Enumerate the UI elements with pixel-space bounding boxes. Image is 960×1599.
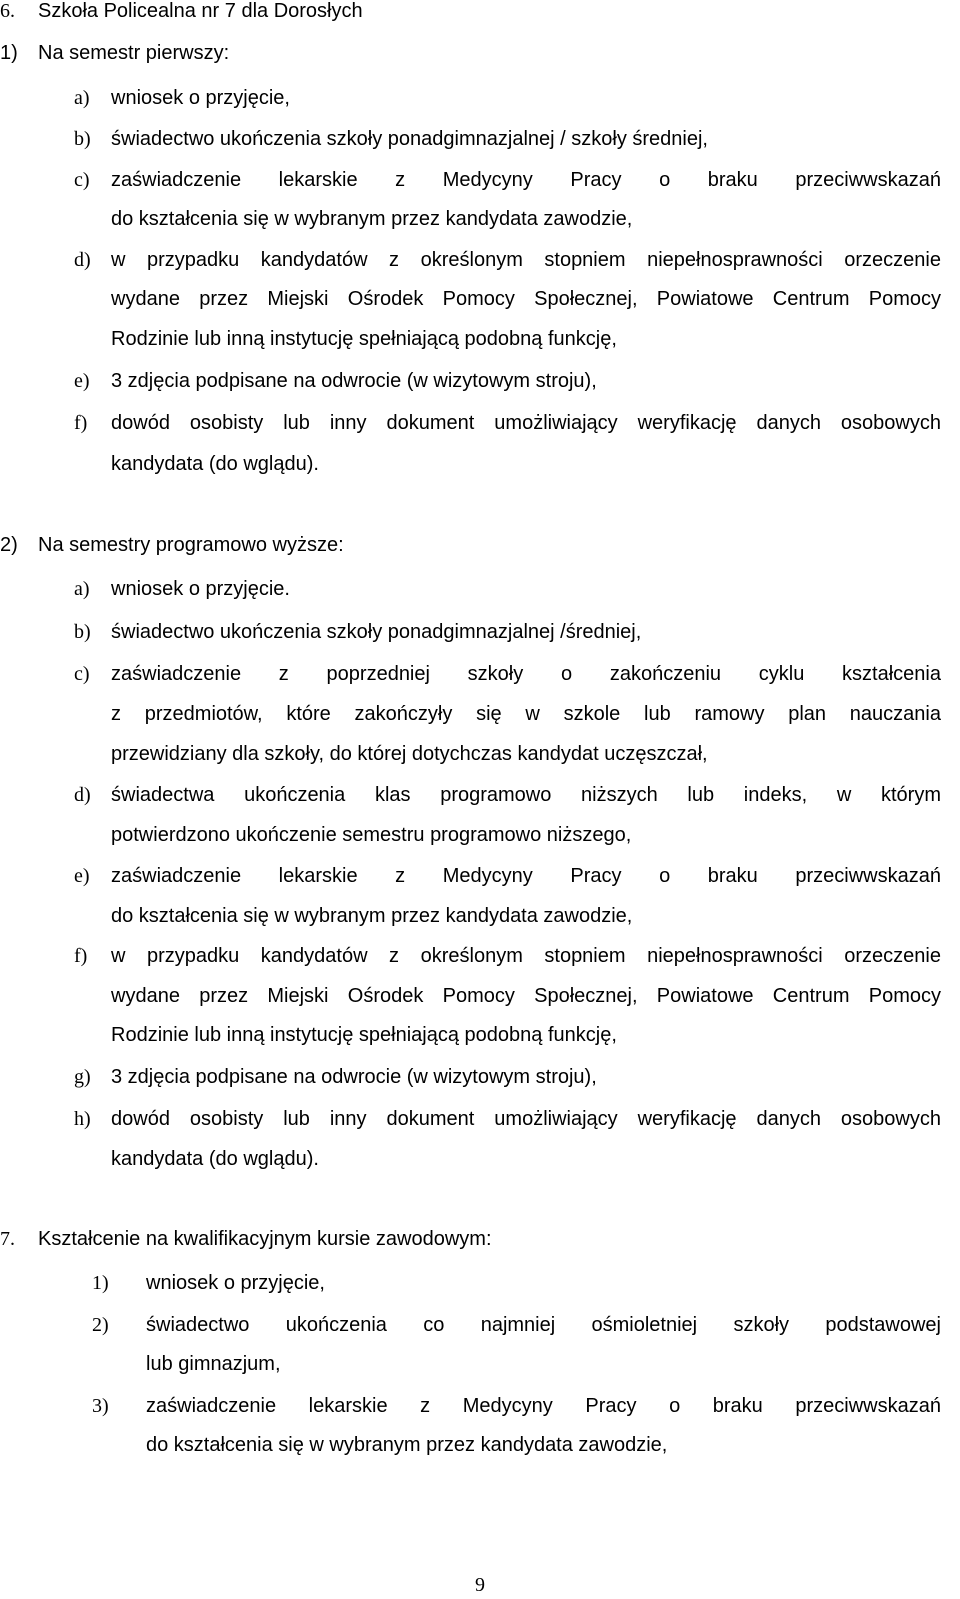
list-item bbox=[0, 943, 960, 969]
list-item bbox=[0, 85, 960, 111]
list-item-marker: c) bbox=[74, 663, 90, 685]
list-item bbox=[0, 247, 960, 273]
list-item-text: 3 zdjęcia podpisane na odwrocie (w wizytowym stroju), bbox=[111, 370, 597, 392]
list-item-marker: d) bbox=[74, 784, 91, 806]
list-item-marker: h) bbox=[74, 1108, 91, 1130]
subsection-2-title: Na semestry programowo wyższe: bbox=[38, 534, 344, 556]
list-item bbox=[0, 1393, 960, 1419]
list-item-marker: b) bbox=[74, 621, 91, 643]
list-item bbox=[0, 1064, 960, 1090]
list-item-marker: e) bbox=[74, 865, 90, 887]
list-item-text: świadectwa ukończenia klas programowo niższych lub indeks, w którym bbox=[111, 784, 941, 806]
list-item bbox=[0, 1270, 960, 1296]
list-item-text: do kształcenia się w wybranym przez kandydata zawodzie, bbox=[111, 905, 633, 927]
list-item-text: Rodzinie lub inną instytucję spełniającą podobną funkcję, bbox=[111, 328, 617, 350]
list-item-text: wniosek o przyjęcie, bbox=[111, 87, 290, 109]
list-item-marker: d) bbox=[74, 249, 91, 271]
list-item-marker: g) bbox=[74, 1066, 91, 1088]
list-item-marker: a) bbox=[74, 578, 90, 600]
list-item-text: świadectwo ukończenia szkoły ponadgimnazjalnej / szkoły średniej, bbox=[111, 128, 708, 150]
list-item-text: w przypadku kandydatów z określonym stopniem niepełnosprawności orzeczenie bbox=[111, 945, 941, 967]
list-item bbox=[0, 1312, 960, 1338]
list-item-text: z przedmiotów, które zakończyły się w szkole lub ramowy plan nauczania bbox=[111, 703, 941, 725]
list-item-text: wydane przez Miejski Ośrodek Pomocy Społecznej, Powiatowe Centrum Pomocy bbox=[111, 985, 941, 1007]
list-item-marker: e) bbox=[74, 370, 90, 392]
list-item-text: przewidziany dla szkoły, do której dotychczas kandydat uczęszczał, bbox=[111, 743, 708, 765]
list-item bbox=[0, 167, 960, 193]
list-item bbox=[0, 782, 960, 808]
list-item-text: wniosek o przyjęcie, bbox=[146, 1272, 325, 1294]
list-item-text: zaświadczenie z poprzedniej szkoły o zakończeniu cyklu kształcenia bbox=[111, 663, 941, 685]
section-7-title: Kształcenie na kwalifikacyjnym kursie zawodowym: bbox=[38, 1228, 492, 1250]
list-item-text: zaświadczenie lekarskie z Medycyny Pracy o braku przeciwwskazań bbox=[146, 1395, 941, 1417]
list-item-text: do kształcenia się w wybranym przez kandydata zawodzie, bbox=[111, 208, 633, 230]
list-item-text: w przypadku kandydatów z określonym stopniem niepełnosprawności orzeczenie bbox=[111, 249, 941, 271]
list-item-marker: f) bbox=[74, 412, 88, 434]
list-item bbox=[0, 410, 960, 436]
list-item-text: zaświadczenie lekarskie z Medycyny Pracy o braku przeciwwskazań bbox=[111, 865, 941, 887]
list-item-text: wydane przez Miejski Ośrodek Pomocy Społecznej, Powiatowe Centrum Pomocy bbox=[111, 288, 941, 310]
list-item bbox=[0, 368, 960, 394]
list-item-text: potwierdzono ukończenie semestru programowo niższego, bbox=[111, 824, 632, 846]
list-item-marker: f) bbox=[74, 945, 88, 967]
subsection-2-number: 2) bbox=[0, 534, 18, 556]
list-item-marker: 1) bbox=[92, 1272, 109, 1294]
list-item-continuation bbox=[0, 983, 960, 1009]
list-item-text: dowód osobisty lub inny dokument umożliwiający weryfikację danych osobowych bbox=[111, 1108, 941, 1130]
list-item bbox=[0, 1106, 960, 1132]
list-item-text: kandydata (do wglądu). bbox=[111, 1148, 319, 1170]
list-item bbox=[0, 126, 960, 152]
list-item-marker: b) bbox=[74, 128, 91, 150]
subsection-1-number: 1) bbox=[0, 42, 18, 64]
list-item-marker: 2) bbox=[92, 1314, 109, 1336]
list-item-text: wniosek o przyjęcie. bbox=[111, 578, 290, 600]
list-item-text: 3 zdjęcia podpisane na odwrocie (w wizytowym stroju), bbox=[111, 1066, 597, 1088]
list-item-text: zaświadczenie lekarskie z Medycyny Pracy o braku przeciwwskazań bbox=[111, 169, 941, 191]
list-item-text: świadectwo ukończenia co najmniej ośmioletniej szkoły podstawowej bbox=[146, 1314, 941, 1336]
list-item-text: Rodzinie lub inną instytucję spełniającą podobną funkcję, bbox=[111, 1024, 617, 1046]
section-6-title: Szkoła Policealna nr 7 dla Dorosłych bbox=[38, 0, 363, 22]
list-item bbox=[0, 619, 960, 645]
list-item-continuation bbox=[0, 286, 960, 312]
list-item-continuation bbox=[0, 701, 960, 727]
page-number: 9 bbox=[475, 1574, 485, 1596]
list-item-text: dowód osobisty lub inny dokument umożliwiający weryfikację danych osobowych bbox=[111, 412, 941, 434]
list-item bbox=[0, 576, 960, 602]
list-item-text: do kształcenia się w wybranym przez kandydata zawodzie, bbox=[146, 1434, 668, 1456]
section-6-number: 6. bbox=[0, 0, 15, 22]
list-item bbox=[0, 661, 960, 687]
list-item-text: lub gimnazjum, bbox=[146, 1353, 281, 1375]
subsection-1-title: Na semestr pierwszy: bbox=[38, 42, 230, 64]
list-item-marker: c) bbox=[74, 169, 90, 191]
list-item-marker: 3) bbox=[92, 1395, 109, 1417]
list-item-text: kandydata (do wglądu). bbox=[111, 453, 319, 475]
list-item-marker: a) bbox=[74, 87, 90, 109]
list-item bbox=[0, 863, 960, 889]
section-7-number: 7. bbox=[0, 1228, 15, 1250]
list-item-text: świadectwo ukończenia szkoły ponadgimnazjalnej /średniej, bbox=[111, 621, 642, 643]
